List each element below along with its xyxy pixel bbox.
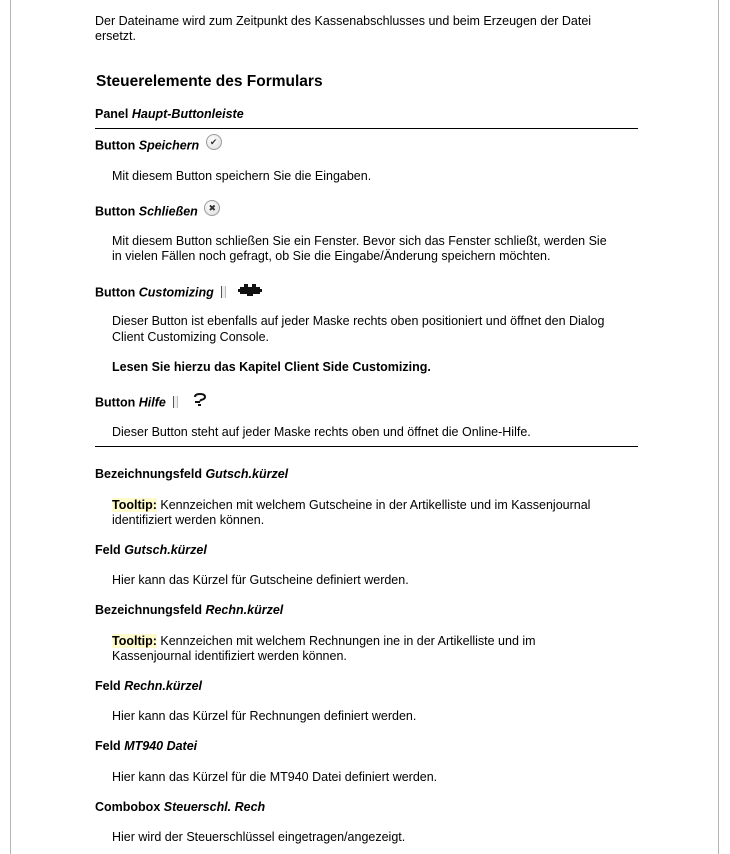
tooltip-gutsch-line-1 bbox=[112, 498, 590, 513]
hilfe-name: Hilfe bbox=[138, 395, 166, 410]
customizing-desc-1: Dieser Button ist ebenfalls auf jeder Maske rechts oben positioniert und öffnet den Dialog bbox=[112, 314, 605, 328]
panel-heading bbox=[95, 107, 244, 122]
field-rechn-desc: Hier kann das Kürzel für Rechnungen definiert werden. bbox=[112, 709, 417, 723]
tooltip-label: Tooltip: bbox=[112, 634, 157, 648]
intro-line-2: ersetzt. bbox=[95, 29, 136, 43]
schliessen-heading bbox=[95, 204, 220, 220]
puzzle-icon bbox=[238, 283, 262, 301]
page-left-edge bbox=[10, 0, 11, 854]
tooltip-gutsch-line-2: identifiziert werden können. bbox=[112, 513, 265, 527]
field-gutsch-desc: Hier kann das Kürzel für Gutscheine definiert werden. bbox=[112, 573, 409, 587]
close-icon: ✖ bbox=[204, 200, 220, 216]
help-icon bbox=[192, 393, 208, 411]
tooltip-text: Kennzeichen mit welchem Gutscheine in der Artikelliste und im Kassenjournal bbox=[156, 498, 591, 512]
field-heading-gutsch bbox=[95, 543, 207, 558]
section-heading: Steuerelemente des Formulars bbox=[96, 73, 323, 90]
field-name: Gutsch.kürzel bbox=[205, 467, 289, 481]
field-prefix: Feld bbox=[95, 679, 121, 693]
intro-line-1: Der Dateiname wird zum Zeitpunkt des Kassenabschlusses und beim Erzeugen der Datei bbox=[95, 14, 592, 28]
hilfe-prefix: Button bbox=[95, 395, 136, 410]
field-name: Rechn.kürzel bbox=[124, 679, 202, 693]
speichern-name: Speichern bbox=[138, 138, 200, 153]
field-steuerschl-desc: Hier wird der Steuerschlüssel eingetragen/angezeigt. bbox=[112, 830, 406, 844]
field-heading-steuerschl bbox=[95, 800, 265, 815]
field-prefix: Feld bbox=[95, 739, 121, 753]
field-name: Steuerschl. Rech bbox=[163, 800, 266, 814]
toolbar-separator-icon bbox=[221, 286, 226, 298]
panel-name: Haupt-Buttonleiste bbox=[131, 107, 244, 121]
speichern-desc: Mit diesem Button speichern Sie die Eingaben. bbox=[112, 169, 372, 183]
tooltip-label: Tooltip: bbox=[112, 498, 157, 512]
page-right-edge bbox=[718, 0, 719, 854]
customizing-note: Lesen Sie hierzu das Kapitel Client Side Customizing. bbox=[112, 360, 431, 374]
customizing-prefix: Button bbox=[95, 285, 136, 300]
customizing-name: Customizing bbox=[138, 285, 214, 300]
speichern-heading bbox=[95, 138, 222, 154]
panel-bottom-rule bbox=[95, 446, 638, 447]
schliessen-desc-1: Mit diesem Button schließen Sie ein Fenster. Bevor sich das Fenster schließt, werden Sie bbox=[112, 234, 607, 248]
customizing-heading bbox=[95, 284, 262, 302]
schliessen-name: Schließen bbox=[138, 204, 198, 219]
field-prefix: Combobox bbox=[95, 800, 161, 814]
customizing-desc-2: Client Customizing Console. bbox=[112, 330, 270, 344]
hilfe-heading bbox=[95, 394, 208, 412]
field-mt940-desc: Hier kann das Kürzel für die MT940 Datei definiert werden. bbox=[112, 770, 438, 784]
schliessen-desc-2: in vielen Fällen noch gefragt, ob Sie die Eingabe/Änderung speichern möchten. bbox=[112, 249, 551, 263]
tooltip-text: Kennzeichen mit welchem Rechnungen ine in der Artikelliste und im bbox=[156, 634, 536, 648]
panel-prefix: Panel bbox=[95, 107, 129, 121]
field-heading-gutsch-label bbox=[95, 467, 288, 482]
toolbar-separator-icon bbox=[173, 396, 178, 408]
field-heading-rechn-label bbox=[95, 603, 283, 618]
field-heading-rechn bbox=[95, 679, 202, 694]
schliessen-prefix: Button bbox=[95, 204, 136, 219]
speichern-prefix: Button bbox=[95, 138, 136, 153]
field-prefix: Bezeichnungsfeld bbox=[95, 603, 202, 617]
hilfe-desc: Dieser Button steht auf jeder Maske rechts oben und öffnet die Online-Hilfe. bbox=[112, 425, 531, 439]
field-name: Rechn.kürzel bbox=[205, 603, 284, 617]
field-name: MT940 Datei bbox=[124, 739, 198, 753]
field-prefix: Bezeichnungsfeld bbox=[95, 467, 202, 481]
field-name: Gutsch.kürzel bbox=[124, 543, 207, 557]
panel-top-rule bbox=[95, 128, 638, 129]
field-prefix: Feld bbox=[95, 543, 121, 557]
check-icon: ✔ bbox=[206, 134, 222, 150]
tooltip-rechn-line-1 bbox=[112, 634, 536, 649]
tooltip-rechn-line-2: Kassenjournal identifiziert werden können. bbox=[112, 649, 347, 663]
field-heading-mt940 bbox=[95, 739, 197, 754]
